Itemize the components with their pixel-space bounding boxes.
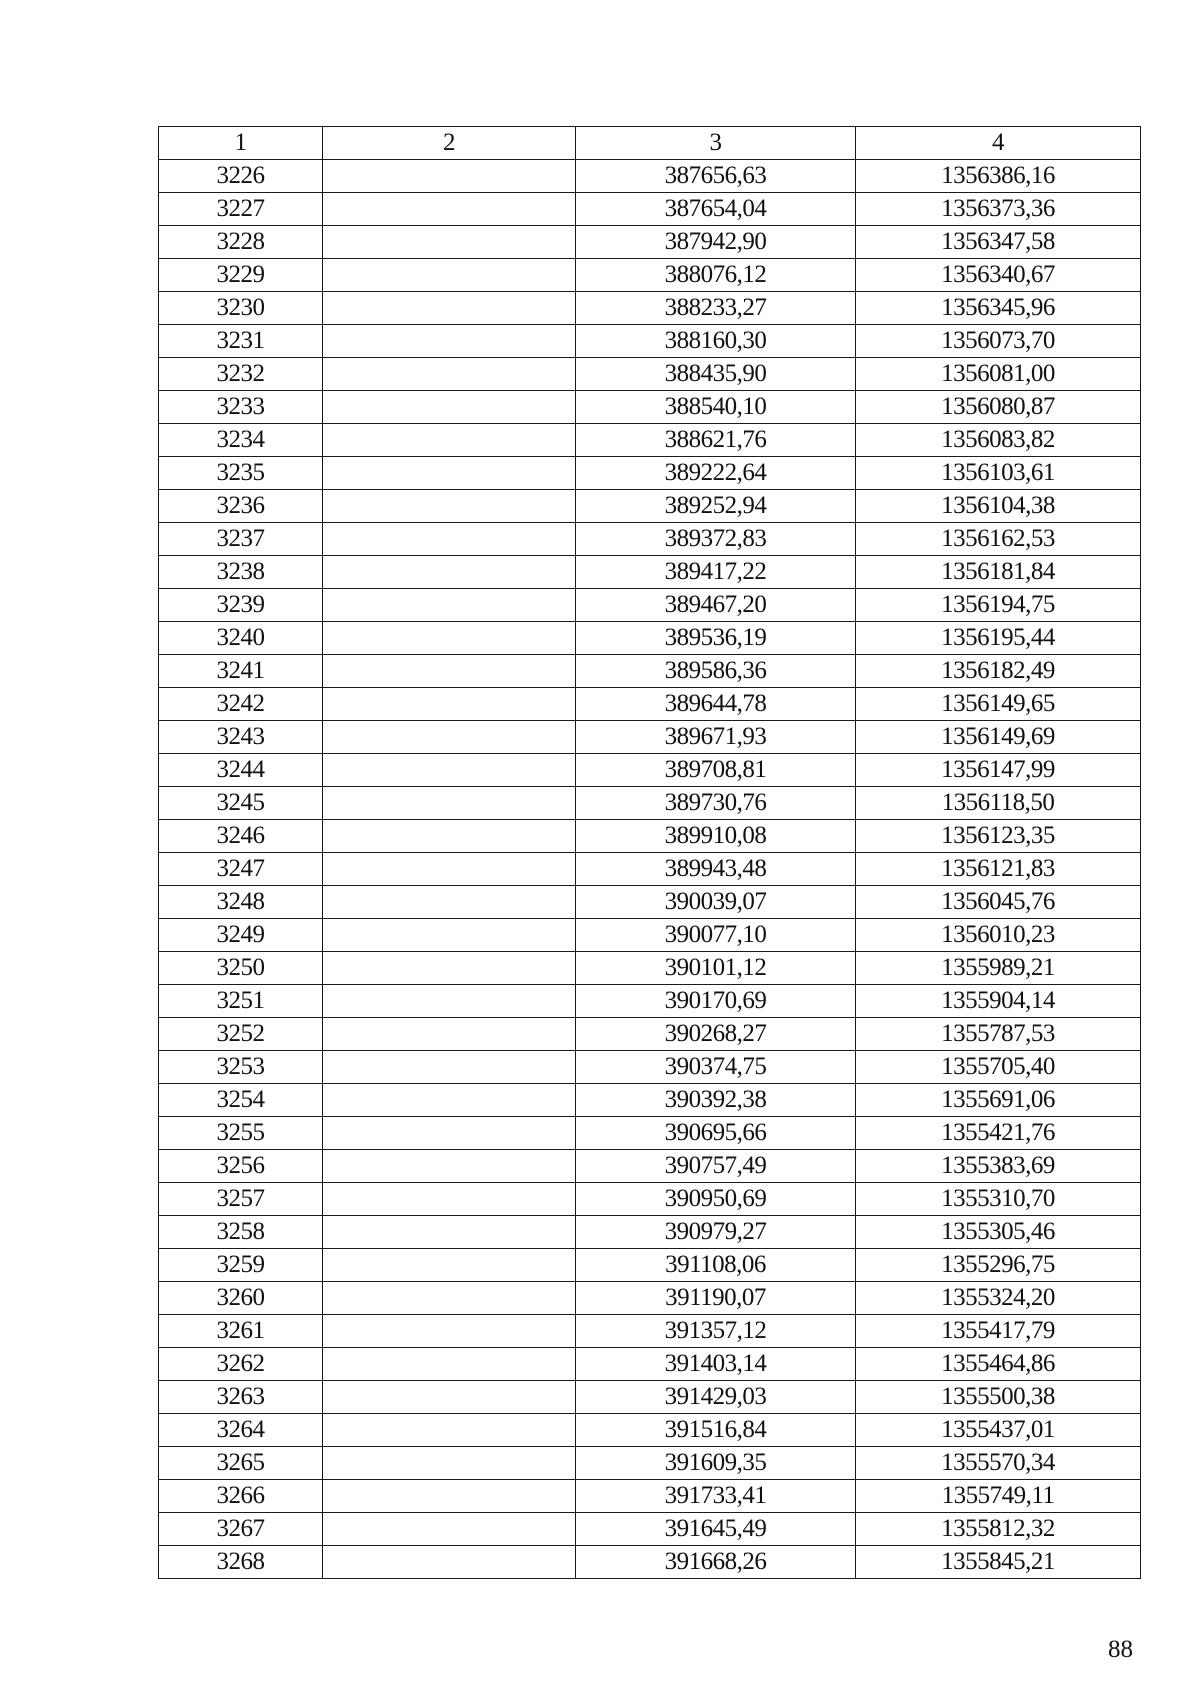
table-cell-col-1: 3267 (159, 1513, 323, 1546)
table-cell-col-2 (323, 886, 576, 919)
table-cell-col-1: 3230 (159, 292, 323, 325)
table-cell-col-4: 1355324,20 (856, 1282, 1141, 1315)
table-cell-col-4: 1356081,00 (856, 358, 1141, 391)
table-cell-col-2 (323, 1381, 576, 1414)
table-cell-col-1: 3244 (159, 754, 323, 787)
table-cell-col-2 (323, 1051, 576, 1084)
table-cell-col-1: 3257 (159, 1183, 323, 1216)
table-cell-col-2 (323, 1117, 576, 1150)
table-cell-col-2 (323, 721, 576, 754)
table-row (159, 1249, 1141, 1282)
table-cell-col-1: 3265 (159, 1447, 323, 1480)
table-cell-col-1: 3234 (159, 424, 323, 457)
table-cell-col-4: 1355989,21 (856, 952, 1141, 985)
table-cell-col-2 (323, 193, 576, 226)
table-cell-col-1: 3262 (159, 1348, 323, 1381)
table-cell-col-3: 391429,03 (576, 1381, 856, 1414)
table-cell-col-1: 3232 (159, 358, 323, 391)
table-cell-col-1: 3226 (159, 160, 323, 193)
table-cell-col-4: 1356182,49 (856, 655, 1141, 688)
table-cell-col-3: 388233,27 (576, 292, 856, 325)
table-cell-col-4: 1356347,58 (856, 226, 1141, 259)
table-cell-col-1: 3243 (159, 721, 323, 754)
table-cell-col-4: 1355437,01 (856, 1414, 1141, 1447)
table-cell-col-3: 390101,12 (576, 952, 856, 985)
table-cell-col-3: 389536,19 (576, 622, 856, 655)
table-cell-col-2 (323, 820, 576, 853)
table-cell-col-3: 389943,48 (576, 853, 856, 886)
table-cell-col-2 (323, 754, 576, 787)
table-row (159, 754, 1141, 787)
table-cell-col-2 (323, 259, 576, 292)
table-row (159, 226, 1141, 259)
table-cell-col-4: 1356121,83 (856, 853, 1141, 886)
table-row (159, 556, 1141, 589)
table-cell-col-3: 390268,27 (576, 1018, 856, 1051)
table-cell-col-2 (323, 1150, 576, 1183)
table-cell-col-2 (323, 1513, 576, 1546)
table-row (159, 1447, 1141, 1480)
table-cell-col-3: 390979,27 (576, 1216, 856, 1249)
table-row (159, 886, 1141, 919)
table-cell-col-1: 3245 (159, 787, 323, 820)
table-cell-col-1: 3240 (159, 622, 323, 655)
table-cell-col-1: 3263 (159, 1381, 323, 1414)
table-row (159, 688, 1141, 721)
table-row (159, 919, 1141, 952)
table-cell-col-3: 387654,04 (576, 193, 856, 226)
table-row (159, 1414, 1141, 1447)
table-row (159, 1513, 1141, 1546)
page-number: 88 (1108, 1636, 1133, 1663)
table-row (159, 1546, 1141, 1579)
table-cell-col-2 (323, 589, 576, 622)
column-header-1: 1 (159, 127, 323, 160)
table-cell-col-2 (323, 688, 576, 721)
table-cell-col-1: 3251 (159, 985, 323, 1018)
table-cell-col-3: 391190,07 (576, 1282, 856, 1315)
table-cell-col-4: 1356386,16 (856, 160, 1141, 193)
table-cell-col-2 (323, 919, 576, 952)
table-row (159, 952, 1141, 985)
table-cell-col-3: 390039,07 (576, 886, 856, 919)
table-cell-col-1: 3246 (159, 820, 323, 853)
table-row (159, 457, 1141, 490)
table-cell-col-3: 390077,10 (576, 919, 856, 952)
table-cell-col-2 (323, 1084, 576, 1117)
table-cell-col-3: 391357,12 (576, 1315, 856, 1348)
table-row (159, 358, 1141, 391)
table-cell-col-4: 1356194,75 (856, 589, 1141, 622)
table-cell-col-1: 3253 (159, 1051, 323, 1084)
table-cell-col-2 (323, 1282, 576, 1315)
table-cell-col-3: 389671,93 (576, 721, 856, 754)
table-cell-col-2 (323, 1183, 576, 1216)
table-cell-col-3: 390170,69 (576, 985, 856, 1018)
table-cell-col-1: 3259 (159, 1249, 323, 1282)
table-cell-col-2 (323, 226, 576, 259)
table-cell-col-4: 1356045,76 (856, 886, 1141, 919)
table-cell-col-1: 3255 (159, 1117, 323, 1150)
table-row (159, 490, 1141, 523)
table-cell-col-4: 1355383,69 (856, 1150, 1141, 1183)
table-row (159, 655, 1141, 688)
table-cell-col-2 (323, 556, 576, 589)
table-row (159, 1480, 1141, 1513)
table-cell-col-3: 391609,35 (576, 1447, 856, 1480)
table-cell-col-1: 3228 (159, 226, 323, 259)
table-cell-col-4: 1356010,23 (856, 919, 1141, 952)
table-row (159, 325, 1141, 358)
table-row (159, 1282, 1141, 1315)
table-cell-col-4: 1356118,50 (856, 787, 1141, 820)
table-row (159, 1315, 1141, 1348)
table-row (159, 160, 1141, 193)
table-cell-col-4: 1356195,44 (856, 622, 1141, 655)
table-row (159, 1117, 1141, 1150)
table-row (159, 721, 1141, 754)
table-cell-col-4: 1355749,11 (856, 1480, 1141, 1513)
table-cell-col-3: 390950,69 (576, 1183, 856, 1216)
table-cell-col-1: 3227 (159, 193, 323, 226)
table-row (159, 985, 1141, 1018)
table-cell-col-3: 391403,14 (576, 1348, 856, 1381)
table-cell-col-3: 388076,12 (576, 259, 856, 292)
table-cell-col-2 (323, 1447, 576, 1480)
table-row (159, 193, 1141, 226)
table-cell-col-4: 1355417,79 (856, 1315, 1141, 1348)
table-row (159, 1018, 1141, 1051)
table-cell-col-4: 1355904,14 (856, 985, 1141, 1018)
table-cell-col-4: 1356073,70 (856, 325, 1141, 358)
table-cell-col-1: 3233 (159, 391, 323, 424)
table-row (159, 787, 1141, 820)
table-cell-col-3: 388621,76 (576, 424, 856, 457)
table-cell-col-1: 3249 (159, 919, 323, 952)
table-body (159, 160, 1141, 1579)
table-cell-col-4: 1355787,53 (856, 1018, 1141, 1051)
table-cell-col-3: 391645,49 (576, 1513, 856, 1546)
table-cell-col-2 (323, 1480, 576, 1513)
table-cell-col-1: 3261 (159, 1315, 323, 1348)
table-cell-col-3: 391668,26 (576, 1546, 856, 1579)
table-cell-col-4: 1355500,38 (856, 1381, 1141, 1414)
table-cell-col-3: 387656,63 (576, 160, 856, 193)
table-cell-col-4: 1355296,75 (856, 1249, 1141, 1282)
table-row (159, 424, 1141, 457)
table-cell-col-4: 1356147,99 (856, 754, 1141, 787)
table-cell-col-3: 390392,38 (576, 1084, 856, 1117)
table-row (159, 1150, 1141, 1183)
table-cell-col-3: 389730,76 (576, 787, 856, 820)
table-row (159, 523, 1141, 556)
table-cell-col-1: 3252 (159, 1018, 323, 1051)
table-cell-col-3: 391733,41 (576, 1480, 856, 1513)
table-cell-col-1: 3235 (159, 457, 323, 490)
table-cell-col-3: 388435,90 (576, 358, 856, 391)
table-cell-col-3: 389252,94 (576, 490, 856, 523)
table-row (159, 1183, 1141, 1216)
table-row (159, 259, 1141, 292)
table-cell-col-3: 391516,84 (576, 1414, 856, 1447)
table-row (159, 1381, 1141, 1414)
table-cell-col-3: 388160,30 (576, 325, 856, 358)
table-cell-col-3: 390374,75 (576, 1051, 856, 1084)
table-cell-col-1: 3239 (159, 589, 323, 622)
table-row (159, 391, 1141, 424)
table-row (159, 1348, 1141, 1381)
table-cell-col-3: 389222,64 (576, 457, 856, 490)
table-cell-col-2 (323, 655, 576, 688)
table-cell-col-3: 388540,10 (576, 391, 856, 424)
table-cell-col-2 (323, 457, 576, 490)
column-header-4: 4 (856, 127, 1141, 160)
table-cell-col-3: 389708,81 (576, 754, 856, 787)
table-cell-col-3: 389417,22 (576, 556, 856, 589)
table-cell-col-2 (323, 985, 576, 1018)
table-cell-col-4: 1355812,32 (856, 1513, 1141, 1546)
table-cell-col-3: 389910,08 (576, 820, 856, 853)
table-cell-col-4: 1356080,87 (856, 391, 1141, 424)
table-cell-col-4: 1356149,69 (856, 721, 1141, 754)
table-cell-col-1: 3236 (159, 490, 323, 523)
table-cell-col-3: 389372,83 (576, 523, 856, 556)
table-cell-col-4: 1356373,36 (856, 193, 1141, 226)
table-cell-col-4: 1355421,76 (856, 1117, 1141, 1150)
table-cell-col-4: 1356181,84 (856, 556, 1141, 589)
table-cell-col-2 (323, 358, 576, 391)
table-cell-col-4: 1355570,34 (856, 1447, 1141, 1480)
table-cell-col-4: 1355845,21 (856, 1546, 1141, 1579)
column-header-3: 3 (576, 127, 856, 160)
table-cell-col-2 (323, 160, 576, 193)
table-cell-col-4: 1356104,38 (856, 490, 1141, 523)
table-cell-col-1: 3268 (159, 1546, 323, 1579)
table-cell-col-1: 3266 (159, 1480, 323, 1513)
table-row (159, 853, 1141, 886)
table-header (159, 127, 1141, 160)
table-cell-col-4: 1355310,70 (856, 1183, 1141, 1216)
table-cell-col-1: 3250 (159, 952, 323, 985)
table-cell-col-4: 1356103,61 (856, 457, 1141, 490)
table-cell-col-1: 3247 (159, 853, 323, 886)
table-cell-col-1: 3238 (159, 556, 323, 589)
table-cell-col-1: 3229 (159, 259, 323, 292)
table-cell-col-1: 3242 (159, 688, 323, 721)
table-cell-col-1: 3248 (159, 886, 323, 919)
table-cell-col-2 (323, 1546, 576, 1579)
table-cell-col-2 (323, 1018, 576, 1051)
table-cell-col-2 (323, 424, 576, 457)
table-cell-col-2 (323, 952, 576, 985)
table-cell-col-2 (323, 1348, 576, 1381)
table-cell-col-2 (323, 1414, 576, 1447)
table-cell-col-3: 390695,66 (576, 1117, 856, 1150)
table-cell-col-2 (323, 1315, 576, 1348)
table-cell-col-2 (323, 325, 576, 358)
table-cell-col-4: 1355305,46 (856, 1216, 1141, 1249)
header-row (159, 127, 1141, 160)
table-cell-col-1: 3264 (159, 1414, 323, 1447)
column-header-2: 2 (323, 127, 576, 160)
table-cell-col-4: 1356149,65 (856, 688, 1141, 721)
table-cell-col-4: 1355691,06 (856, 1084, 1141, 1117)
table-cell-col-2 (323, 292, 576, 325)
table-cell-col-2 (323, 1216, 576, 1249)
table-cell-col-3: 389644,78 (576, 688, 856, 721)
table-cell-col-2 (323, 853, 576, 886)
table-cell-col-4: 1355464,86 (856, 1348, 1141, 1381)
table-cell-col-2 (323, 490, 576, 523)
table-row (159, 1051, 1141, 1084)
coordinates-table (158, 126, 1141, 1579)
table-cell-col-2 (323, 622, 576, 655)
table-cell-col-4: 1355705,40 (856, 1051, 1141, 1084)
table-cell-col-2 (323, 391, 576, 424)
table-row (159, 1084, 1141, 1117)
table-row (159, 589, 1141, 622)
table-row (159, 1216, 1141, 1249)
table-cell-col-3: 391108,06 (576, 1249, 856, 1282)
table-row (159, 622, 1141, 655)
table-cell-col-4: 1356340,67 (856, 259, 1141, 292)
table-cell-col-4: 1356083,82 (856, 424, 1141, 457)
table-cell-col-1: 3254 (159, 1084, 323, 1117)
table-cell-col-1: 3241 (159, 655, 323, 688)
table-cell-col-3: 389467,20 (576, 589, 856, 622)
table-cell-col-4: 1356162,53 (856, 523, 1141, 556)
table-cell-col-2 (323, 1249, 576, 1282)
table-cell-col-4: 1356345,96 (856, 292, 1141, 325)
table-row (159, 820, 1141, 853)
table-cell-col-3: 387942,90 (576, 226, 856, 259)
table-cell-col-1: 3231 (159, 325, 323, 358)
table-row (159, 292, 1141, 325)
table-cell-col-4: 1356123,35 (856, 820, 1141, 853)
table-cell-col-1: 3256 (159, 1150, 323, 1183)
table-cell-col-1: 3237 (159, 523, 323, 556)
table-cell-col-2 (323, 523, 576, 556)
table-cell-col-1: 3260 (159, 1282, 323, 1315)
table-cell-col-3: 389586,36 (576, 655, 856, 688)
table-cell-col-1: 3258 (159, 1216, 323, 1249)
table-cell-col-2 (323, 787, 576, 820)
table-cell-col-3: 390757,49 (576, 1150, 856, 1183)
